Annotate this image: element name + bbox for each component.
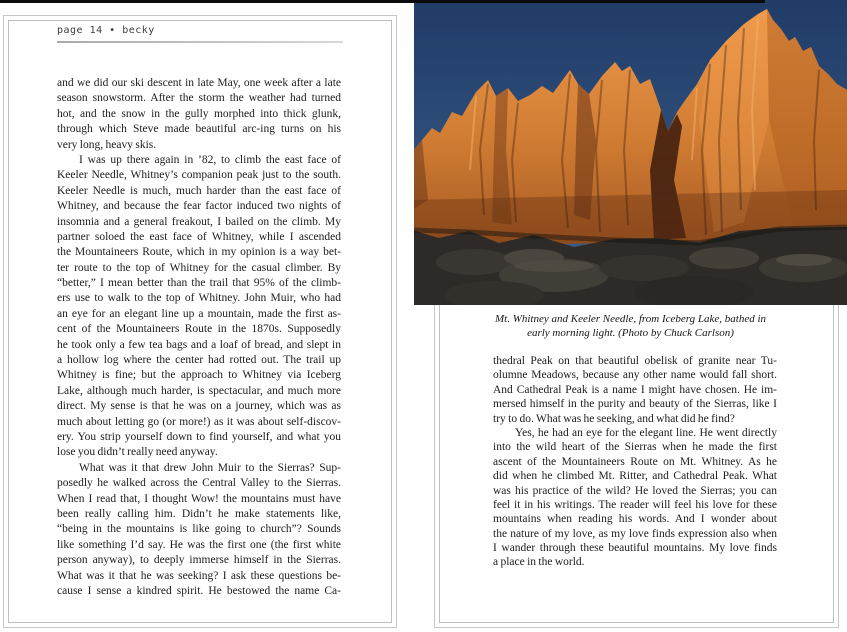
- text-line: ery. You strip yourself down to find yourself, and what you: [57, 430, 341, 443]
- text-line: ter route to the top of Whitney for the casual climber. By: [57, 261, 341, 274]
- mountain-photo: [414, 0, 847, 305]
- text-line: lose you didn’t really need anyway.: [57, 446, 218, 459]
- text-line: Keeler Needle, Whitney’s companion peak just to the south.: [57, 169, 341, 182]
- text-line: like something I’d say. He was the first one (the first white: [57, 538, 341, 551]
- top-edge-bar: [0, 0, 765, 3]
- text-line: mountains when reading his words. And I wonder about: [493, 513, 777, 526]
- text-line: And Cathedral Peak is a name I might have chosen. He im-: [493, 383, 777, 396]
- text-line: an eye for an elegant line up a mountain, made the first as-: [57, 307, 341, 320]
- text-line: and we did our ski descent in late May, one week after a late: [57, 77, 341, 89]
- text-line: a place in the world.: [493, 556, 585, 569]
- text-line: posedly he walked across the Central Valley to the Sierras.: [57, 477, 341, 490]
- text-line: he took only a few tea bags and a loaf of bread, and slept in: [57, 338, 341, 351]
- text-line: was his practice of the wild? He loved the Sierras; you can: [493, 484, 777, 497]
- text-line: What was it that he was seeking? I ask these questions be-: [57, 569, 341, 582]
- text-line: I wander through these beautiful mountains. My love finds: [493, 542, 777, 555]
- left-page-text-column: [57, 76, 341, 599]
- text-line: thedral Peak on that beautiful obelisk of granite near Tu-: [493, 355, 777, 367]
- text-line: did when he climbed Mt. Ritter, and Cathedral Peak. What: [493, 470, 777, 483]
- text-line: much about letting go (or more!) as it was about self-discov-: [57, 415, 341, 428]
- text-line: Yes, he had an eye for the elegant line. He went directly: [515, 426, 777, 439]
- text-line: person anyway), to deeply immerse himself in the Sierras.: [57, 554, 341, 567]
- text-line: insomnia and a general freakout, I bailed on the climb. My: [57, 215, 341, 228]
- text-line: direct. My sense is that he was on a journey, which was as: [57, 400, 341, 413]
- mountain-photo-graphic: [414, 0, 847, 305]
- text-line: Keeler Needle is much, much harder than the east face of: [57, 184, 341, 197]
- text-line: ascent of the Mountaineers Route on Mt. Whitney. As he: [493, 455, 777, 468]
- text-line: What was it that drew John Muir to the Sierras? Sup-: [79, 461, 341, 474]
- running-header: page 14 • becky: [57, 25, 155, 36]
- text-line: Whitney is fine; but the approach to Whitney via Iceberg: [57, 369, 341, 382]
- text-line: Whitney, and because the fear factor induced two nights of: [57, 200, 341, 213]
- text-line: cause I sense a kindred spirit. He bestowed the name Ca-: [57, 584, 341, 597]
- text-line: try to do. What was he seeking, and what did he find?: [493, 412, 735, 425]
- text-line: feel it in his writings. The reader will feel his love for these: [493, 498, 777, 511]
- text-line: olumne Meadows, because any other name would fall short.: [493, 369, 777, 382]
- text-line: through which Steve made beautiful arc-ing turns on his: [57, 123, 341, 136]
- text-line: ers use to walk to the top of Whitney. John Muir, who had: [57, 292, 341, 305]
- text-line: a hollow log where the center had rotted out. The trail up: [57, 354, 341, 367]
- text-line: I was up there again in ’82, to climb the east face of: [79, 153, 341, 166]
- text-line: “better,” I mean better than the trail that 95% of the climb-: [57, 277, 341, 290]
- text-line: season snowstorm. After the storm the weather had turned: [57, 92, 341, 105]
- text-line: cent of the Mountaineers Route in the 1870s. Supposedly: [57, 323, 341, 336]
- text-line: When I read that, I thought Wow! the mountains must have: [57, 492, 341, 505]
- text-line: Lake, although much harder, is spectacular, and much more: [57, 384, 341, 397]
- text-line: mersed himself in the purity and beauty of the Sierras, like I: [493, 398, 777, 411]
- text-line: hot, and the snow in the gully morphed into thick glunk,: [57, 107, 341, 120]
- caption-line: early morning light. (Photo by Chuck Carlson): [527, 327, 734, 339]
- text-line: been really calling him. Didn’t he make statements like,: [57, 507, 341, 520]
- text-line: “being in the mountains is like going to church”? Sounds: [57, 523, 341, 536]
- text-line: the Mountaineers Route, which in my opinion is a way bet-: [57, 246, 341, 259]
- header-rule: [57, 41, 343, 43]
- text-line: the nature of my love, as my love finds expression also when: [493, 527, 777, 540]
- caption-line: Mt. Whitney and Keeler Needle, from Iceberg Lake, bathed in: [494, 313, 767, 325]
- photo-caption: [414, 312, 847, 340]
- text-line: partner soloed the east face of Whitney, while I ascended: [57, 230, 341, 243]
- text-line: into the wild heart of the Sierras when he made the first: [493, 441, 777, 454]
- text-line: very long, heavy skis.: [57, 138, 157, 151]
- right-page-text-column: [493, 354, 777, 570]
